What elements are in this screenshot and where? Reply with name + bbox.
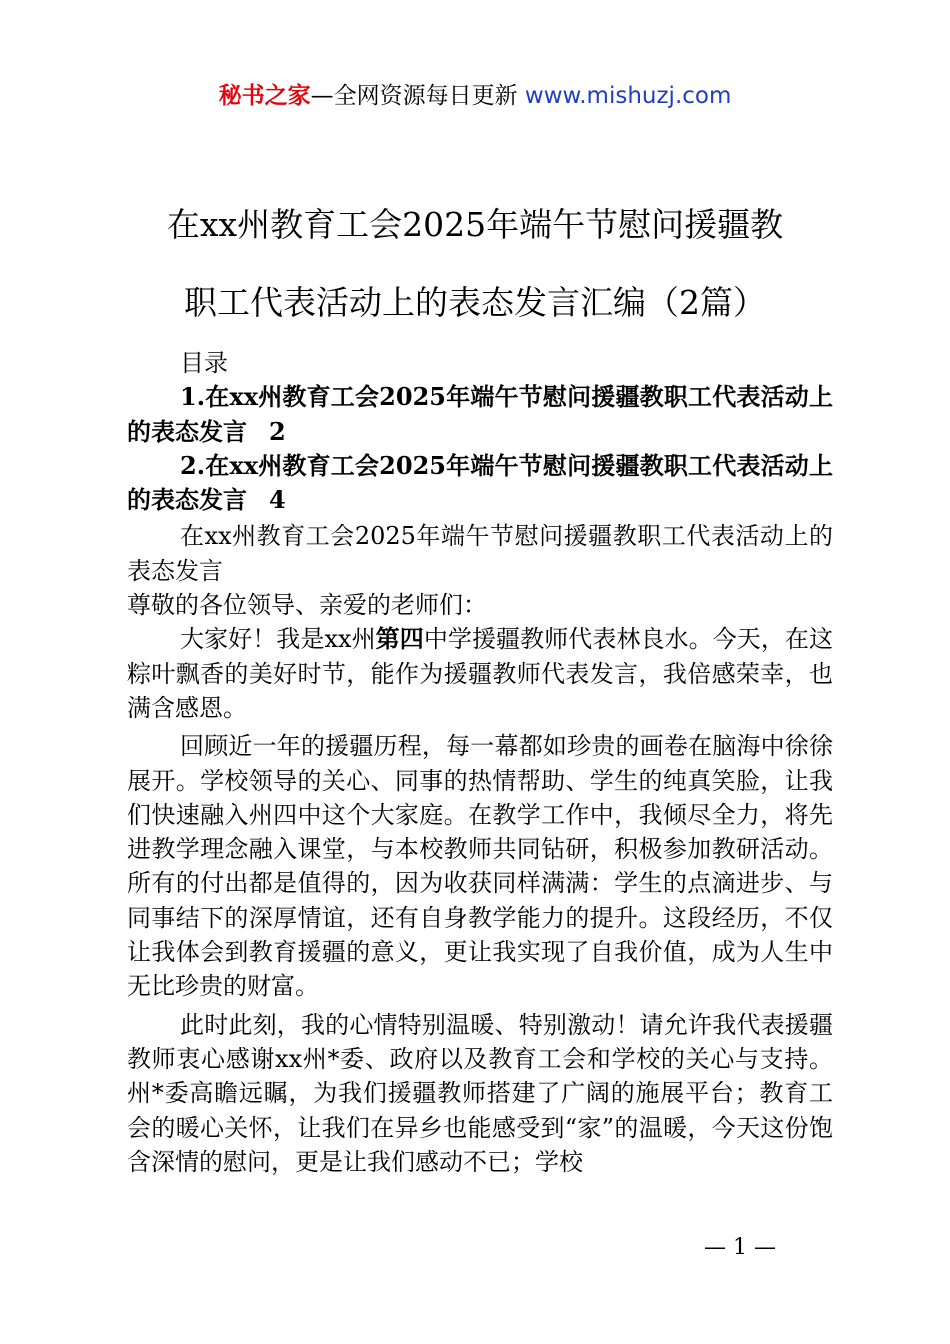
paragraph-1-rest: 中学援疆教师代表林良水。今天，在这粽叶飘香的美好时节，能作为援疆教师代表发言，我倍感荣幸，也满含感恩。 bbox=[127, 625, 834, 722]
toc-item-2[interactable] bbox=[127, 449, 833, 518]
title-line-2: 职工代表活动上的表态发言汇编（2篇） bbox=[184, 283, 766, 322]
toc-item-text: 2.在xx州教育工会2025年端午节慰问援疆教职工代表活动上的表态发言 bbox=[127, 450, 833, 515]
toc-label: 目录 bbox=[180, 349, 228, 377]
title-line-1: 在xx州教育工会2025年端午节慰问援疆教 bbox=[166, 205, 784, 244]
document-body bbox=[127, 346, 833, 1179]
paragraph-1-start: 大家好！我是xx州 bbox=[180, 625, 376, 654]
site-url-link[interactable]: www.mishuzj.com bbox=[524, 83, 732, 109]
toc-item-text: 1.在xx州教育工会2025年端午节慰问援疆教职工代表活动上的表态发言 bbox=[127, 382, 833, 446]
document-title bbox=[100, 186, 850, 342]
paragraph-3: 此时此刻，我的心情特别温暖、特别激动！请允许我代表援疆教师衷心感谢xx州*委、政府以及教育工会和学校的关心与支持。州*委高瞻远瞩，为我们援疆教师搭建了广阔的施展平台；教育工会的暖心关怀，让我们在异乡也能感受到“家”的温暖，今天这份饱含深情的慰问，更是让我们感动不已；学校 bbox=[127, 1010, 833, 1176]
section-heading: 在xx州教育工会2025年端午节慰问援疆教职工代表活动上的表态发言 bbox=[127, 522, 833, 585]
paragraph-1 bbox=[127, 622, 833, 725]
paragraph-1-bold: 第四 bbox=[375, 624, 424, 654]
brand-name: 秘书之家 bbox=[218, 83, 311, 109]
salutation: 尊敬的各位领导、亲爱的老师们： bbox=[127, 591, 487, 620]
toc-item-1[interactable] bbox=[127, 380, 833, 449]
site-header bbox=[0, 80, 950, 112]
page-number: — 1 — bbox=[704, 1235, 776, 1260]
header-tagline: —全网资源每日更新 bbox=[310, 83, 525, 109]
toc-item-page: 4 bbox=[269, 485, 286, 515]
toc-item-page: 2 bbox=[269, 416, 286, 446]
paragraph-2: 回顾近一年的援疆历程，每一幕都如珍贵的画卷在脑海中徐徐展开。学校领导的关心、同事的热情帮助、学生的纯真笑脸，让我们快速融入州四中这个大家庭。在教学工作中，我倾尽全力，将先进教学理念融入课堂，与本校教师共同钻研，积极参加教研活动。所有的付出都是值得的，因为收获同样满满：学生的点滴进步、与同事结下的深厚情谊，还有自身教学能力的提升。这段经历，不仅让我体会到教育援疆的意义，更让我实现了自我价值，成为人生中无比珍贵的财富。 bbox=[127, 732, 833, 1001]
